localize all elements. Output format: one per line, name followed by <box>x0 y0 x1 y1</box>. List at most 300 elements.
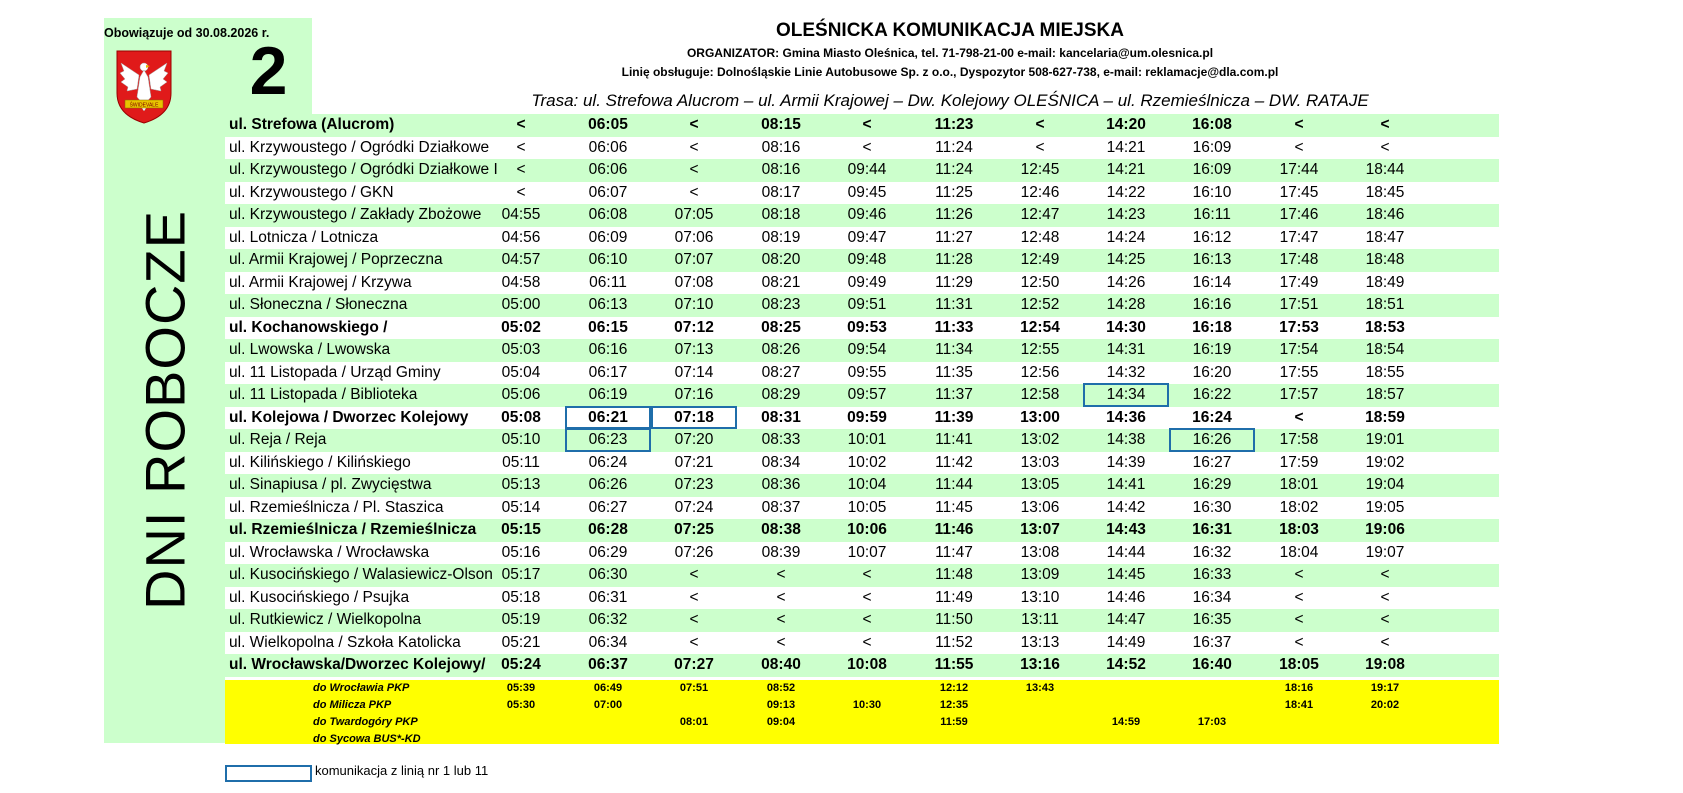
departure-time: < <box>689 588 699 606</box>
departure-time: 05:06 <box>501 386 541 403</box>
departure-time: < <box>862 633 872 651</box>
departure-time: 11:55 <box>934 656 974 673</box>
departure-time: 14:28 <box>1106 296 1146 313</box>
departure-time: 10:05 <box>847 498 887 516</box>
departure-time: < <box>1294 611 1304 628</box>
departure-time: 06:28 <box>588 521 628 538</box>
departure-time: 09:54 <box>847 341 887 358</box>
connection-row <box>225 697 1499 714</box>
departure-time: 06:19 <box>588 386 628 403</box>
departure-time: 04:57 <box>501 251 541 268</box>
stop-name: ul. Kochanowskiego / <box>229 318 388 336</box>
departure-time: 08:33 <box>761 431 801 448</box>
departure-time: 10:01 <box>847 431 887 448</box>
stop-name: ul. Armii Krajowej / Poprzeczna <box>229 251 443 268</box>
connection-time: 05:30 <box>506 699 536 711</box>
departure-time: 16:27 <box>1192 453 1232 471</box>
departure-time: 09:48 <box>847 251 887 268</box>
departure-time: 16:35 <box>1192 611 1232 628</box>
departure-time: 18:59 <box>1365 408 1405 426</box>
departure-time: 06:31 <box>588 588 628 606</box>
departure-time: 07:06 <box>674 228 714 246</box>
departure-time: 18:47 <box>1365 228 1405 246</box>
departure-time: 18:57 <box>1365 386 1405 403</box>
departure-time: 16:09 <box>1192 138 1232 156</box>
stop-name: ul. Kusocińskiego / Psujka <box>229 588 410 606</box>
departure-time: 14:34 <box>1106 386 1146 403</box>
departure-time: < <box>689 633 699 651</box>
departure-time: 16:22 <box>1192 386 1232 403</box>
departure-time: 13:06 <box>1020 498 1060 516</box>
departure-time: < <box>1294 566 1304 583</box>
departure-time: 16:19 <box>1192 341 1232 358</box>
departure-time: < <box>776 566 786 583</box>
timetable-row <box>225 474 1499 497</box>
departure-time: 05:04 <box>501 363 541 381</box>
departure-time: 16:11 <box>1193 206 1231 223</box>
connection-time: 14:59 <box>1111 716 1141 728</box>
city-crest-icon <box>115 49 173 125</box>
departure-time: 07:27 <box>674 656 714 673</box>
departure-time: 06:27 <box>588 498 628 516</box>
timetable-row <box>225 564 1499 587</box>
stop-name: ul. Rutkiewicz / Wielkopolna <box>229 611 422 628</box>
departure-time: 14:26 <box>1106 273 1146 291</box>
departure-time: 11:35 <box>935 363 973 381</box>
departure-time: 17:44 <box>1279 161 1319 178</box>
departure-time: 05:14 <box>501 498 541 516</box>
stop-name: ul. Rzemieślnicza / Pl. Staszica <box>229 498 444 516</box>
stop-name: ul. 11 Listopada / Biblioteka <box>229 386 418 403</box>
stop-name: ul. Krzywoustego / Zakłady Zbożowe <box>229 206 482 223</box>
departure-time: 08:17 <box>761 183 801 201</box>
timetable-row <box>225 249 1499 272</box>
timetable-row <box>225 654 1499 677</box>
departure-time: 18:05 <box>1279 656 1319 673</box>
departure-time: < <box>689 611 699 628</box>
departure-time: 11:24 <box>935 161 973 178</box>
departure-time: 08:34 <box>761 453 801 471</box>
departure-time: 17:46 <box>1279 206 1319 223</box>
departure-time: 11:24 <box>935 138 973 156</box>
departure-time: < <box>689 161 699 178</box>
departure-time: 18:01 <box>1279 476 1319 493</box>
departure-time: 06:29 <box>588 543 628 561</box>
departure-time: 06:08 <box>588 206 628 223</box>
departure-time: 16:34 <box>1192 588 1232 606</box>
departure-time: 06:26 <box>588 476 628 493</box>
departure-time: 11:44 <box>935 476 973 493</box>
timetable-row <box>225 384 1499 407</box>
departure-time: < <box>516 183 526 201</box>
departure-time: 18:51 <box>1365 296 1405 313</box>
organizer-info: ORGANIZATOR: Gmina Miasto Oleśnica, tel. 71-798-21-00 e-mail: kancelaria@um.olesnica.pl <box>686 46 1214 60</box>
departure-time: 05:10 <box>501 431 541 448</box>
departure-time: 13:10 <box>1020 588 1060 606</box>
departure-time: < <box>776 611 786 628</box>
connection-time: 10:30 <box>852 699 882 711</box>
connection-time: 08:52 <box>766 682 796 694</box>
departure-time: 05:11 <box>502 453 540 471</box>
departure-time: < <box>1380 588 1390 606</box>
departure-time: 19:05 <box>1365 498 1405 516</box>
departure-time: 14:44 <box>1106 543 1146 561</box>
departure-time: 17:45 <box>1279 183 1319 201</box>
departure-time: 11:49 <box>935 588 973 606</box>
stop-name: ul. Krzywoustego / Ogródki Działkowe I <box>229 161 498 178</box>
departure-time: < <box>862 566 872 583</box>
departure-time: 18:04 <box>1279 543 1319 561</box>
departure-time: 12:58 <box>1020 386 1060 403</box>
departure-time: 08:20 <box>761 251 801 268</box>
stop-name: ul. Strefowa (Alucrom) <box>229 116 395 133</box>
timetable <box>225 114 1499 677</box>
day-type-label: DNI ROBOCZE <box>133 210 197 610</box>
departure-time: 10:07 <box>847 543 887 561</box>
departure-time: 11:33 <box>934 318 974 336</box>
departure-time: 16:40 <box>1192 656 1232 673</box>
departure-time: 09:53 <box>847 318 887 336</box>
departure-time: 16:26 <box>1192 431 1232 448</box>
departure-time: 09:55 <box>847 363 887 381</box>
departure-time: 19:01 <box>1365 431 1405 448</box>
departure-time: 08:38 <box>761 521 801 538</box>
line-number: 2 <box>249 33 288 109</box>
connection-destination: do Milicza PKP <box>313 699 392 711</box>
departure-time: 14:45 <box>1106 566 1146 583</box>
departure-time: 18:45 <box>1365 183 1405 201</box>
departure-time: 13:11 <box>1021 611 1059 628</box>
connection-time: 12:12 <box>939 682 969 694</box>
departure-time: 08:29 <box>761 386 801 403</box>
departure-time: < <box>776 633 786 651</box>
departure-time: 08:19 <box>761 228 801 246</box>
departure-time: 13:03 <box>1020 453 1060 471</box>
departure-time: 06:34 <box>588 633 628 651</box>
departure-time: 12:56 <box>1020 363 1060 381</box>
departure-time: 14:38 <box>1106 431 1146 448</box>
departure-time: 16:37 <box>1192 633 1232 651</box>
departure-time: 12:46 <box>1020 183 1060 201</box>
operator-info: Linię obsługuje: Dolnośląskie Linie Autobusowe Sp. z o.o., Dyspozytor 508-627-738, e-mail: reklamacje@dla.com.pl <box>621 65 1279 79</box>
departure-time: 06:06 <box>588 161 628 178</box>
departure-time: 06:32 <box>588 611 628 628</box>
stop-name: ul. Krzywoustego / GKN <box>229 183 394 201</box>
departure-time: 12:54 <box>1020 318 1060 336</box>
departure-time: 08:16 <box>761 138 801 156</box>
departure-time: 17:47 <box>1279 228 1319 246</box>
departure-time: 16:24 <box>1192 408 1232 426</box>
timetable-row <box>225 609 1499 632</box>
departure-time: 08:18 <box>761 206 801 223</box>
departure-time: 08:15 <box>761 116 801 133</box>
stop-name: ul. Wielkopolna / Szkoła Katolicka <box>229 633 461 651</box>
departure-time: 06:24 <box>588 453 628 471</box>
departure-time: 08:16 <box>761 161 801 178</box>
departure-time: 09:45 <box>847 183 887 201</box>
connection-destination: do Sycowa BUS*-KD <box>313 733 421 745</box>
departure-time: 14:47 <box>1106 611 1146 628</box>
departure-time: < <box>1035 116 1045 133</box>
departure-time: 18:03 <box>1279 521 1319 538</box>
departure-time: 14:39 <box>1106 453 1146 471</box>
departure-time: 05:24 <box>501 656 541 673</box>
departure-time: 11:50 <box>935 611 973 628</box>
departure-time: 18:53 <box>1365 318 1405 336</box>
stop-name: ul. Słoneczna / Słoneczna <box>229 296 408 313</box>
departure-time: 11:46 <box>934 521 974 538</box>
timetable-row <box>225 407 1499 430</box>
connection-row <box>225 714 1499 731</box>
departure-time: 17:59 <box>1279 453 1319 471</box>
departure-time: < <box>516 138 526 156</box>
departure-time: 16:14 <box>1192 273 1232 291</box>
connection-row <box>225 680 1499 697</box>
departure-time: 13:16 <box>1020 656 1060 673</box>
departure-time: 13:05 <box>1020 476 1060 493</box>
departure-time: 16:31 <box>1192 521 1232 538</box>
departure-time: 16:09 <box>1192 161 1232 178</box>
departure-time: 17:57 <box>1279 386 1319 403</box>
departure-time: 14:41 <box>1106 476 1146 493</box>
stop-name: ul. Kolejowa / Dworzec Kolejowy <box>229 408 469 426</box>
departure-time: 07:20 <box>674 431 714 448</box>
departure-time: < <box>1294 138 1304 156</box>
departure-time: < <box>1294 408 1304 426</box>
timetable-row <box>225 137 1499 160</box>
departure-time: 06:06 <box>588 138 628 156</box>
departure-time: < <box>516 116 526 133</box>
departure-time: 05:03 <box>501 341 541 358</box>
connection-time: 19:17 <box>1370 682 1400 694</box>
stop-name: ul. Reja / Reja <box>229 431 327 448</box>
departure-time: 06:17 <box>588 363 628 381</box>
departure-time: 09:46 <box>847 206 887 223</box>
departure-time: 11:26 <box>935 206 973 223</box>
departure-time: 12:47 <box>1020 206 1060 223</box>
departure-time: < <box>689 116 699 133</box>
departure-time: 10:04 <box>847 476 887 493</box>
stop-name: ul. 11 Listopada / Urząd Gminy <box>229 363 441 381</box>
line-connection-highlight <box>565 428 651 452</box>
stop-name: ul. Sinapiusa / pl. Zwycięstwa <box>229 476 432 493</box>
departure-time: 17:54 <box>1279 341 1319 358</box>
timetable-row <box>225 497 1499 520</box>
departure-time: 16:20 <box>1192 363 1232 381</box>
departure-time: 05:15 <box>501 521 541 538</box>
departure-time: < <box>1380 566 1390 583</box>
departure-time: 10:06 <box>847 521 887 538</box>
departure-time: 09:49 <box>847 273 887 291</box>
departure-time: 16:13 <box>1192 251 1232 268</box>
departure-time: 11:31 <box>935 296 973 313</box>
timetable-row <box>225 339 1499 362</box>
departure-time: 05:13 <box>501 476 541 493</box>
departure-time: 12:50 <box>1020 273 1060 291</box>
connection-time: 09:13 <box>766 699 796 711</box>
connection-time: 07:51 <box>679 682 709 694</box>
departure-time: 14:23 <box>1106 206 1146 223</box>
departure-time: 11:27 <box>935 228 973 246</box>
departure-time: 07:14 <box>674 363 714 381</box>
departure-time: 09:59 <box>847 408 887 426</box>
legend-text: komunikacja z linią nr 1 lub 11 <box>315 763 489 778</box>
departure-time: 06:11 <box>589 273 627 291</box>
departure-time: 08:40 <box>761 656 801 673</box>
stop-name: ul. Armii Krajowej / Krzywa <box>229 273 412 291</box>
stop-name: ul. Kusocińskiego / Walasiewicz-Olson <box>229 566 493 583</box>
line-connection-highlight <box>651 406 737 430</box>
departure-time: 16:33 <box>1192 566 1232 583</box>
departure-time: 19:06 <box>1365 521 1405 538</box>
departure-time: 08:37 <box>761 498 801 516</box>
departure-time: 14:32 <box>1106 363 1146 381</box>
departure-time: 09:47 <box>847 228 887 246</box>
connection-time: 13:43 <box>1025 682 1055 694</box>
departure-time: 07:23 <box>674 476 714 493</box>
departure-time: 17:58 <box>1279 431 1319 448</box>
timetable-row <box>225 114 1499 137</box>
departure-time: 11:47 <box>935 543 973 561</box>
departure-time: 05:08 <box>501 408 541 426</box>
line-connection-highlight <box>565 406 651 430</box>
connection-time: 12:35 <box>939 699 969 711</box>
departure-time: < <box>1380 633 1390 651</box>
departure-time: 11:29 <box>935 273 973 291</box>
departure-time: 08:26 <box>761 341 801 358</box>
departure-time: 14:52 <box>1106 656 1146 673</box>
departure-time: 14:20 <box>1106 116 1146 133</box>
departure-time: 11:52 <box>935 633 973 651</box>
timetable-row <box>225 204 1499 227</box>
departure-time: 07:12 <box>674 318 714 336</box>
departure-time: 14:21 <box>1106 161 1146 178</box>
departure-time: 18:48 <box>1365 251 1405 268</box>
departure-time: 12:49 <box>1020 251 1060 268</box>
connection-time: 18:16 <box>1284 682 1314 694</box>
departure-time: < <box>689 566 699 583</box>
departure-time: 09:57 <box>847 386 887 403</box>
departure-time: 18:49 <box>1365 273 1405 291</box>
departure-time: 06:09 <box>588 228 628 246</box>
connection-destination: do Twardogóry PKP <box>313 716 418 728</box>
departure-time: 05:21 <box>501 633 541 651</box>
legend-highlight-swatch <box>225 765 312 782</box>
timetable-row <box>225 294 1499 317</box>
departure-time: 16:12 <box>1192 228 1232 246</box>
departure-time: < <box>862 611 872 628</box>
departure-time: 18:44 <box>1365 161 1405 178</box>
departure-time: 05:16 <box>501 543 541 561</box>
departure-time: 18:02 <box>1279 498 1319 516</box>
departure-time: 07:25 <box>674 521 714 538</box>
departure-time: 06:15 <box>588 318 628 336</box>
timetable-row <box>225 429 1499 452</box>
departure-time: < <box>1380 138 1390 156</box>
stop-name: ul. Rzemieślnicza / Rzemieślnicza <box>229 521 477 538</box>
departure-time: < <box>776 588 786 606</box>
departure-time: 06:10 <box>588 251 628 268</box>
departure-time: 08:27 <box>761 363 801 381</box>
departure-time: 19:02 <box>1365 453 1405 471</box>
departure-time: 11:39 <box>934 408 974 426</box>
departure-time: 16:10 <box>1192 183 1232 201</box>
connection-time: 06:49 <box>593 682 623 694</box>
departure-time: 13:00 <box>1020 408 1060 426</box>
departure-time: < <box>1035 138 1045 156</box>
stop-name: ul. Wrocławska / Wrocławska <box>229 543 430 561</box>
departure-time: 05:02 <box>501 318 541 336</box>
departure-time: 18:55 <box>1365 363 1405 381</box>
departure-time: 14:30 <box>1106 318 1146 336</box>
timetable-row <box>225 519 1499 542</box>
departure-time: < <box>1294 116 1304 133</box>
connection-time: 05:39 <box>506 682 536 694</box>
departure-time: 18:46 <box>1365 206 1405 223</box>
departure-time: 08:21 <box>761 273 801 291</box>
departure-time: 08:23 <box>761 296 801 313</box>
departure-time: 06:16 <box>588 341 628 358</box>
departure-time: 14:46 <box>1106 588 1146 606</box>
stop-name: ul. Krzywoustego / Ogródki Działkowe <box>229 138 490 156</box>
departure-time: 17:48 <box>1279 251 1319 268</box>
connection-time: 17:03 <box>1197 716 1227 728</box>
connection-time: 07:00 <box>593 699 623 711</box>
departure-time: 16:30 <box>1192 498 1232 516</box>
departure-time: 11:23 <box>934 116 974 133</box>
crest-lettering: ŚWIDEVALE <box>129 102 159 109</box>
departure-time: 19:08 <box>1365 656 1405 673</box>
departure-time: 07:07 <box>674 251 714 268</box>
departure-time: 04:58 <box>501 273 541 291</box>
departure-time: 12:48 <box>1020 228 1060 246</box>
departure-time: < <box>1380 611 1390 628</box>
departure-time: 06:37 <box>588 656 628 673</box>
departure-time: < <box>1294 588 1304 606</box>
connection-row <box>225 731 1499 748</box>
departure-time: 13:09 <box>1020 566 1060 583</box>
departure-time: 17:53 <box>1279 318 1319 336</box>
departure-time: 16:32 <box>1192 543 1232 561</box>
line-connection-highlight <box>1169 428 1255 452</box>
timetable-row <box>225 272 1499 295</box>
departure-time: < <box>689 138 699 156</box>
departure-time: 07:26 <box>674 543 714 561</box>
departure-time: 11:48 <box>935 566 973 583</box>
departure-time: 13:02 <box>1020 431 1060 448</box>
departure-time: 18:54 <box>1365 341 1405 358</box>
departure-time: 07:08 <box>674 273 714 291</box>
connection-time: 08:01 <box>679 716 709 728</box>
document-title: OLEŚNICKA KOMUNIKACJA MIEJSKA <box>775 20 1124 41</box>
departure-time: 05:17 <box>501 566 541 583</box>
departure-time: 13:13 <box>1020 633 1060 651</box>
departure-time: < <box>1294 633 1304 651</box>
route-description: Trasa: ul. Strefowa Alucrom – ul. Armii Krajowej – Dw. Kolejowy OLEŚNICA – ul. Rzemieślnicza – DW. RATAJE <box>531 91 1369 110</box>
departure-time: 09:44 <box>847 161 887 178</box>
departure-time: 08:36 <box>761 476 801 493</box>
departure-time: 14:25 <box>1106 251 1146 268</box>
effective-date: Obowiązuje od 30.08.2026 r. <box>104 26 270 40</box>
departure-time: 14:31 <box>1106 341 1146 358</box>
departure-time: 07:18 <box>674 408 714 426</box>
departure-time: 14:22 <box>1106 183 1146 201</box>
departure-time: 09:51 <box>847 296 887 313</box>
departure-time: 07:16 <box>674 386 714 403</box>
departure-time: 07:21 <box>674 453 714 471</box>
departure-time: 07:10 <box>674 296 714 313</box>
departure-time: 11:42 <box>935 453 973 471</box>
